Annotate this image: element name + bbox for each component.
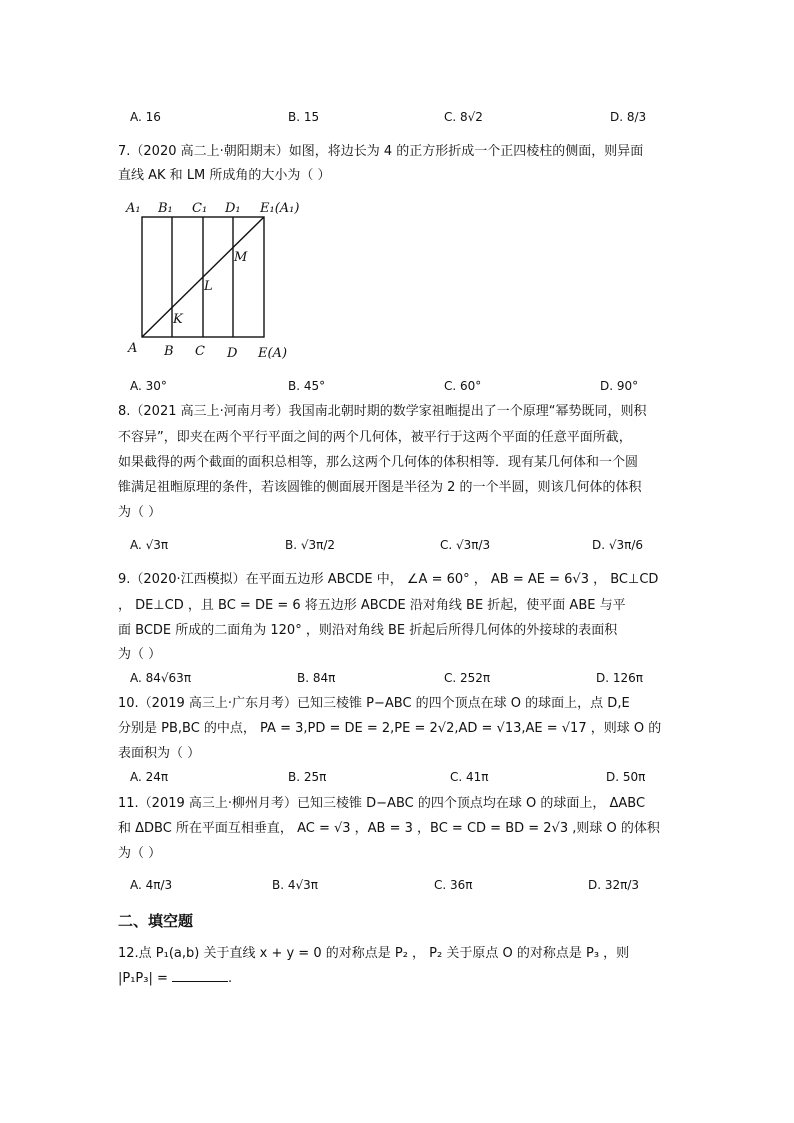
q8-option-a: A. √3π: [130, 538, 169, 552]
q7-option-d: D. 90°: [600, 379, 639, 393]
q11-line-3: 为（ ）: [118, 846, 162, 861]
q6-option-b: B. 15: [288, 110, 320, 124]
label-l: L: [204, 279, 213, 294]
q7-option-c: C. 60°: [444, 379, 482, 393]
q11-line-2: 和 ΔDBC 所在平面互相垂直， AC = √3 ，AB = 3 ，BC = CD = BD = 2√3 ,则球 O 的体积: [118, 821, 660, 836]
label-c1: C₁: [192, 201, 208, 216]
label-k: K: [173, 312, 183, 327]
q9-option-a: A. 84√63π: [130, 671, 192, 685]
q7-figure: [118, 192, 318, 372]
section-title: 二、填空题: [118, 912, 194, 930]
label-d: D: [227, 346, 238, 361]
q7-option-a: A. 30°: [130, 379, 167, 393]
q11-option-b: B. 4√3π: [272, 878, 319, 892]
q8-option-c: C. √3π/3: [440, 538, 491, 552]
answer-blank[interactable]: [172, 969, 228, 982]
q10-option-a: A. 24π: [130, 770, 169, 784]
q10-option-c: C. 41π: [450, 770, 489, 784]
q9-option-d: D. 126π: [596, 671, 643, 685]
q9-line-3: 面 BCDE 所成的二面角为 120° ，则沿对角线 BE 折起后所得几何体的外接球的表面积: [118, 623, 618, 638]
q7-line-1: 7.（2020 高二上·朝阳期末）如图，将边长为 4 的正方形折成一个正四棱柱的侧面，则异面: [118, 144, 644, 159]
q9-option-b: B. 84π: [297, 671, 336, 685]
q11-option-c: C. 36π: [434, 878, 473, 892]
label-d1: D₁: [225, 201, 241, 216]
q6-option-a: A. 16: [130, 110, 161, 124]
label-b: B: [164, 344, 174, 359]
label-b1: B₁: [158, 201, 173, 216]
label-m: M: [234, 250, 248, 265]
label-a: A: [128, 341, 138, 356]
q10-option-d: D. 50π: [606, 770, 646, 784]
q8-line-2: 不容异”，即夹在两个平行平面之间的两个几何体，被平行于这两个平面的任意平面所截，: [118, 430, 632, 445]
q11-line-1: 11.（2019 高三上·柳州月考）已知三棱锥 D−ABC 的四个顶点均在球 O 的球面上， ΔABC: [118, 796, 646, 811]
q10-line-2: 分别是 PB,BC 的中点， PA = 3,PD = DE = 2,PE = 2√2,AD = √13,AE = √17 ，则球 O 的: [118, 721, 662, 736]
q11-option-a: A. 4π/3: [130, 878, 173, 892]
label-e: E(A): [258, 346, 288, 361]
q12-tail: .: [228, 971, 233, 986]
q12-line-2: [118, 969, 232, 989]
q8-option-b: B. √3π/2: [285, 538, 336, 552]
q8-option-d: D. √3π/6: [592, 538, 644, 552]
q8-line-1: 8.（2021 高三上·河南月考）我国南北朝时期的数学家祖暅提出了一个原理“幂势既同，则积: [118, 404, 647, 419]
q6-option-c: C. 8√2: [444, 110, 483, 124]
q12-line-2-text: |P₁P₃| =: [118, 971, 168, 986]
q8-line-4: 锥满足祖暅原理的条件，若该圆锥的侧面展开图是半径为 2 的一个半圆，则该几何体的体积: [118, 480, 642, 495]
label-c: C: [195, 344, 205, 359]
q10-line-1: 10.（2019 高三上·广东月考）已知三棱锥 P−ABC 的四个顶点在球 O 的球面上，点 D,E: [118, 696, 630, 711]
q8-line-5: 为（ ）: [118, 505, 162, 520]
label-a1: A₁: [126, 201, 141, 216]
q9-line-1: 9.（2020·江西模拟）在平面五边形 ABCDE 中， ∠A = 60° ， AB = AE = 6√3 ， BC⊥CD: [118, 572, 659, 587]
q7-option-b: B. 45°: [288, 379, 326, 393]
q6-option-d: D. 8/3: [610, 110, 647, 124]
q9-option-c: C. 252π: [444, 671, 491, 685]
q8-line-3: 如果截得的两个截面的面积总相等，那么这两个几何体的体积相等．现有某几何体和一个圆: [118, 455, 639, 470]
q10-line-3: 表面积为（ ）: [118, 746, 201, 761]
q12-line-1: 12.点 P₁(a,b) 关于直线 x + y = 0 的对称点是 P₂ ， P₂ 关于原点 O 的对称点是 P₃ ，则: [118, 946, 630, 961]
q9-line-4: 为（ ）: [118, 647, 162, 662]
q7-line-2: 直线 AK 和 LM 所成角的大小为（ ）: [118, 168, 331, 183]
q9-line-2: ， DE⊥CD ，且 BC = DE = 6 将五边形 ABCDE 沿对角线 BE 折起，使平面 ABE 与平: [118, 598, 626, 613]
q11-option-d: D. 32π/3: [588, 878, 640, 892]
q10-option-b: B. 25π: [288, 770, 327, 784]
label-e1: E₁(A₁): [260, 201, 300, 216]
